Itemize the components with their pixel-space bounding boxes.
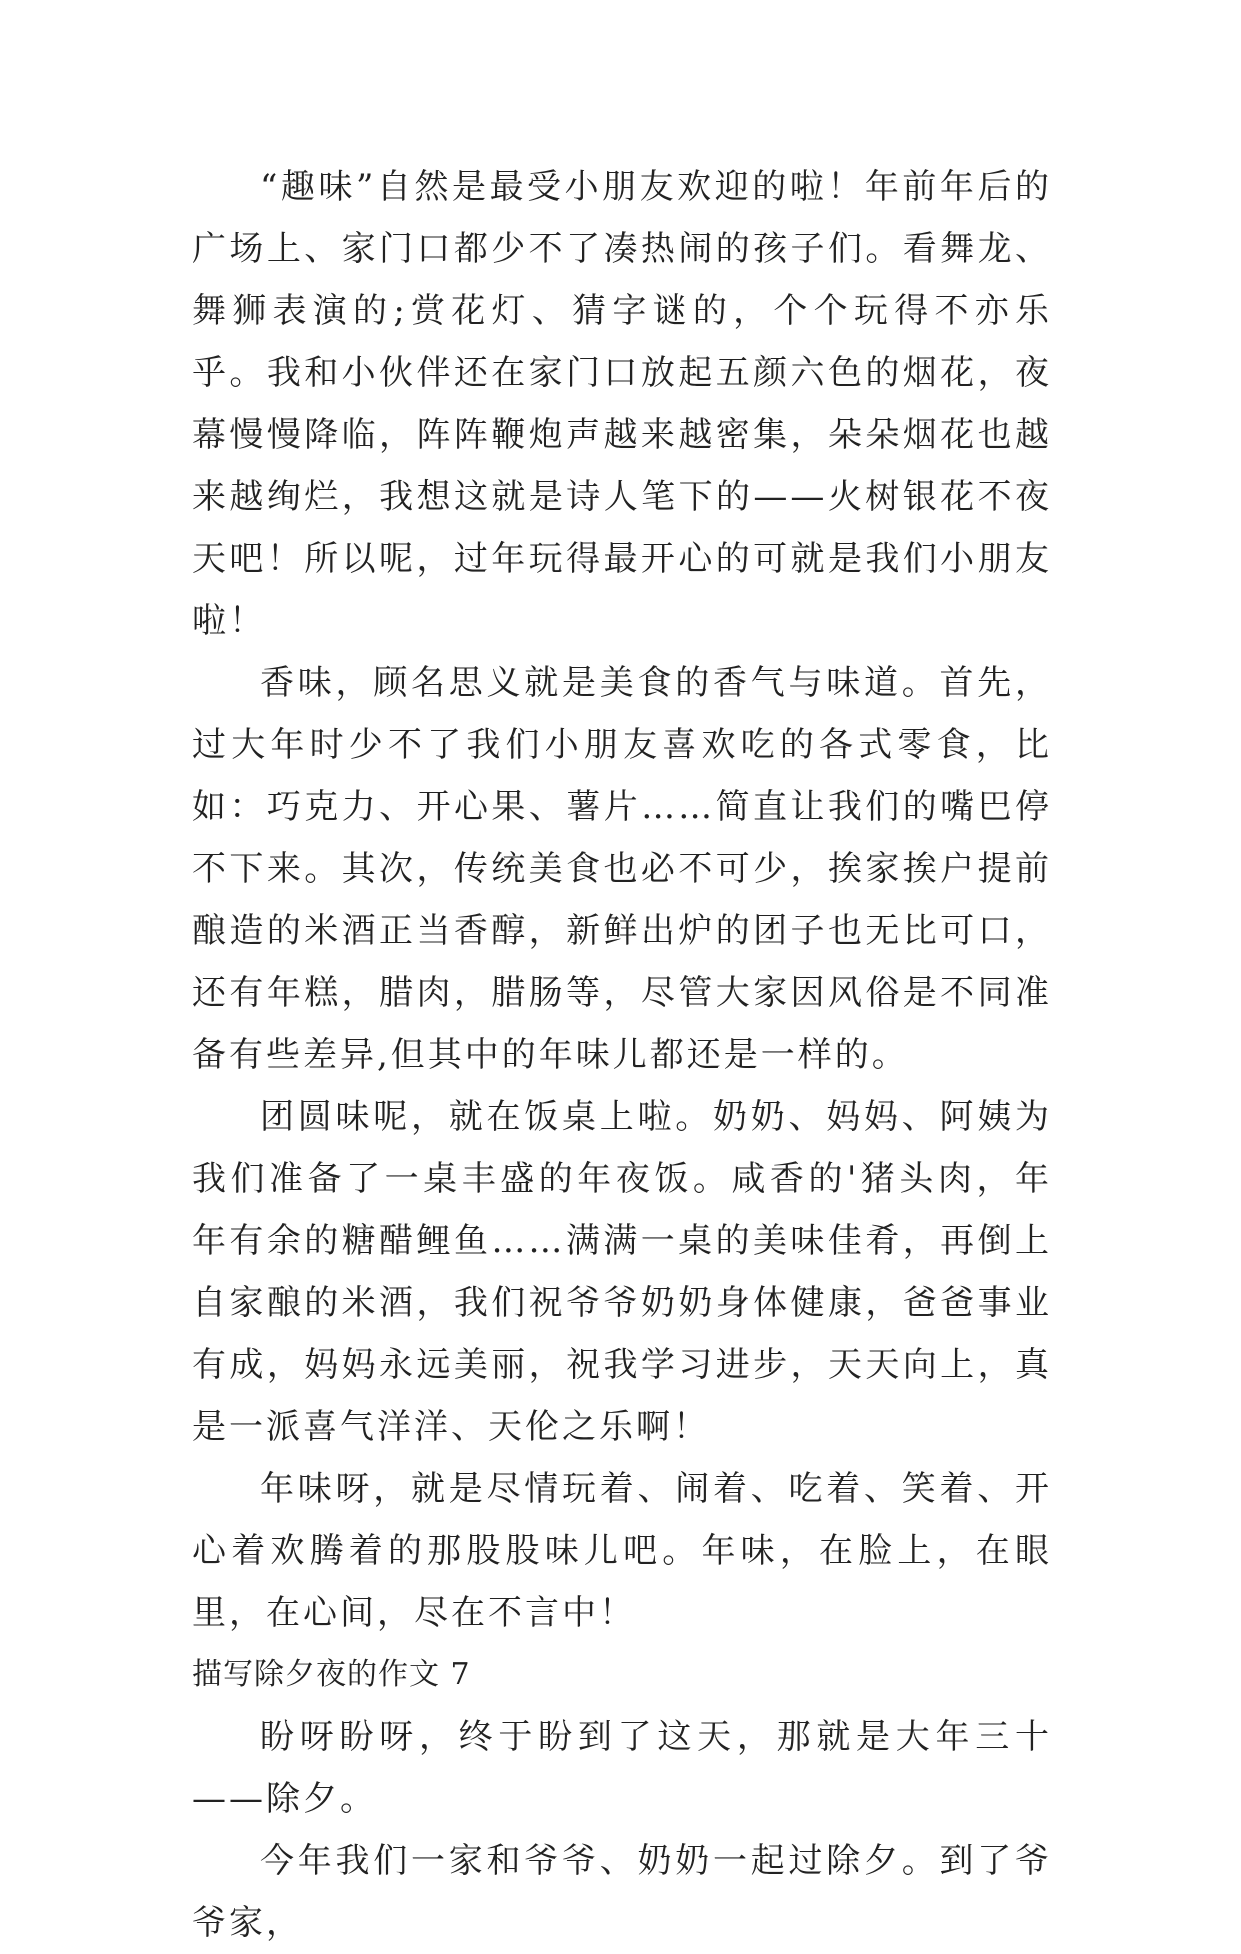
paragraph-new-year-eve: 盼呀盼呀，终于盼到了这天，那就是大年三十——除夕。 <box>192 1717 1052 1819</box>
paragraph-family: 今年我们一家和爷爷、奶奶一起过除夕。到了爷爷家， <box>192 1841 1052 1943</box>
section-heading: 描写除夕夜的作文 7 <box>192 1657 471 1692</box>
paragraph-conclusion: 年味呀，就是尽情玩着、闹着、吃着、笑着、开心着欢腾着的那股股味儿吧。年味，在脸上，在眼里，在心间，尽在不言中！ <box>192 1469 1052 1633</box>
paragraph-food: 香味，顾名思义就是美食的香气与味道。首先，过大年时少不了我们小朋友喜欢吃的各式零食，比如：巧克力、开心果、薯片……简直让我们的嘴巴停不下来。其次，传统美食也必不可少，挨家挨户提前酿造的米酒正当香醇，新鲜出炉的团子也无比可口，还有年糕，腊肉，腊肠等，尽管大家因风俗是不同准备有些差异,但其中的年味儿都还是一样的。 <box>192 663 1052 1075</box>
paragraph-reunion: 团圆味呢，就在饭桌上啦。奶奶、妈妈、阿姨为我们准备了一桌丰盛的年夜饭。咸香的'猪头肉，年年有余的糖醋鲤鱼……满满一桌的美味佳肴，再倒上自家酿的米酒，我们祝爷爷奶奶身体健康，爸爸事业有成，妈妈永远美丽，祝我学习进步，天天向上，真是一派喜气洋洋、天伦之乐啊！ <box>192 1097 1052 1447</box>
document-body <box>192 156 1052 1954</box>
paragraph-fun: “趣味”自然是最受小朋友欢迎的啦！年前年后的广场上、家门口都少不了凑热闹的孩子们。看舞龙、舞狮表演的;赏花灯、猜字谜的，个个玩得不亦乐乎。我和小伙伴还在家门口放起五颜六色的烟花，夜幕慢慢降临，阵阵鞭炮声越来越密集，朵朵烟花也越来越绚烂，我想这就是诗人笔下的——火树银花不夜天吧！所以呢，过年玩得最开心的可就是我们小朋友啦！ <box>192 167 1052 641</box>
